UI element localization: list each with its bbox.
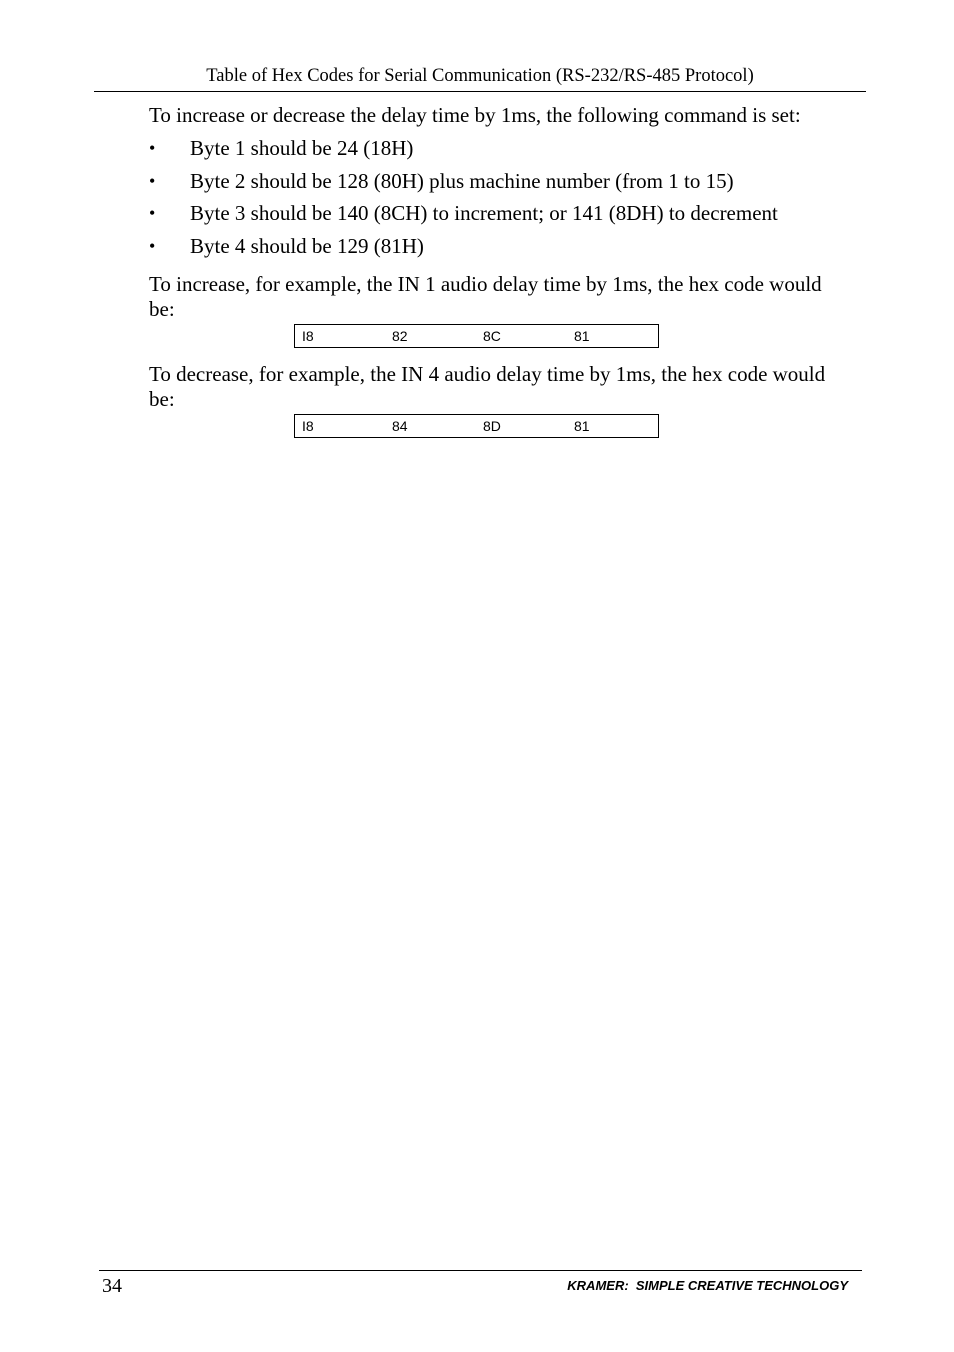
footer-divider (99, 1270, 862, 1271)
bullet-icon: • (149, 203, 156, 223)
list-item-text: Byte 1 should be 24 (18H) (190, 136, 414, 160)
hex-byte-3: 8D (483, 418, 501, 434)
list-item-text: Byte 2 should be 128 (80H) plus machine number (from 1 to 15) (190, 168, 734, 193)
increase-example-paragraph: To increase, for example, the IN 1 audio delay time by 1ms, the hex code would be: (149, 272, 822, 321)
hex-code-box-increase (294, 324, 659, 348)
hex-byte-2: 82 (392, 328, 408, 344)
page-number: 34 (102, 1275, 122, 1297)
hex-byte-3: 8C (483, 328, 501, 344)
bullet-icon: • (149, 170, 156, 191)
list-item (149, 232, 849, 265)
list-item-text: Byte 3 should be 140 (8CH) to increment; or 141 (8DH) to decrement (190, 201, 778, 225)
list-item-text: Byte 4 should be 129 (81H) (190, 233, 424, 258)
command-byte-list (149, 134, 849, 264)
intro-paragraph: To increase or decrease the delay time by 1ms, the following command is set: (149, 103, 801, 127)
hex-byte-1: I8 (302, 328, 314, 344)
decrease-example-paragraph: To decrease, for example, the IN 4 audio delay time by 1ms, the hex code would be: (149, 362, 826, 411)
bullet-icon: • (149, 235, 156, 256)
header-divider (94, 91, 866, 92)
hex-byte-1: I8 (302, 418, 314, 434)
list-item (149, 134, 849, 167)
list-item (149, 199, 849, 232)
hex-byte-4: 81 (574, 328, 590, 344)
hex-byte-2: 84 (392, 418, 408, 434)
hex-code-box-decrease (294, 414, 659, 438)
footer-brand-text: KRAMER: SIMPLE CREATIVE TECHNOLOGY (567, 1278, 848, 1293)
bullet-icon: • (149, 138, 156, 158)
hex-byte-4: 81 (574, 418, 590, 434)
page-header-title: Table of Hex Codes for Serial Communication (RS-232/RS-485 Protocol) (206, 66, 754, 86)
list-item (149, 167, 849, 200)
